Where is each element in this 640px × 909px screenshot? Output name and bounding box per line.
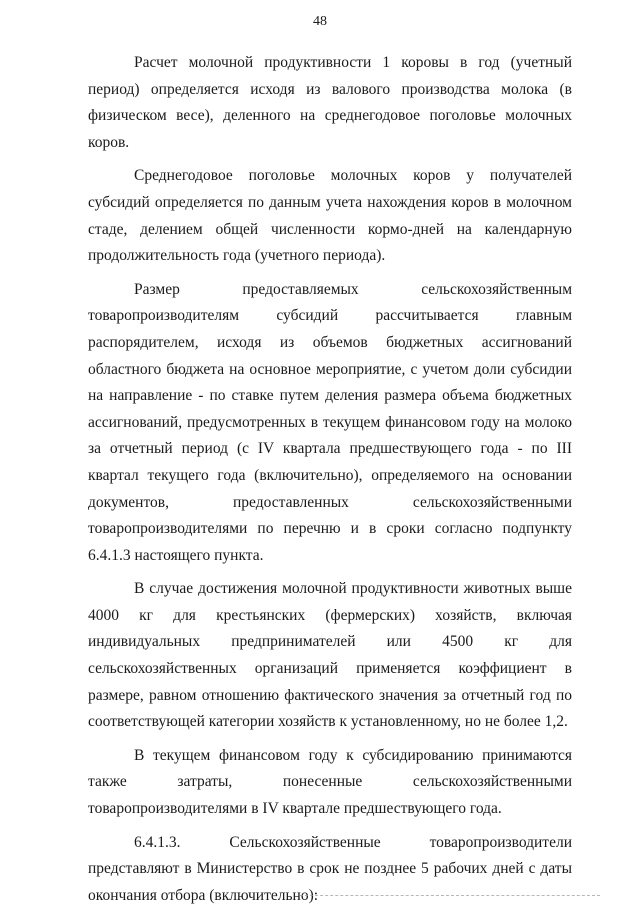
page-number: 48 — [313, 14, 327, 29]
paragraph-subsidy-size: Размер предоставляемых сельскохозяйственным товаропроизводителям субсидий рассчитывается главным распорядителем, исходя из объемов бюджетных ассигнований областного бюджета на основное мероприятие, с учетом доли субсидии на направление - по ставке путем деления размера объема бюджетных ассигнований, предусмотренных в текущем финансовом году на молоко за отчетный период (с IV квартала предшествующего года - по III квартал текущего года (включительно), определяемого на основании документов, предоставленных сельскохозяйственными товаропроизводителями по перечню и в сроки согласно подпункту 6.4.1.3 настоящего пункта. — [88, 280, 572, 564]
scan-edge-mark — [300, 895, 600, 898]
paragraph-milk-productivity: Расчет молочной продуктивности 1 коровы в год (учетный период) определяется исходя из валового производства молока (в физическом весе), деленного на среднегодовое поголовье молочных коров. — [88, 54, 572, 151]
paragraph-productivity-coefficient: В случае достижения молочной продуктивности животных выше 4000 кг для крестьянских (фермерских) хозяйств, включая индивидуальных предпринимателей или 4500 кг для сельскохозяйственных организаций применяется коэффициент в размере, равном отношению фактического значения за отчетный год по соответствующей категории хозяйств к установленному, но не более 1,2. — [88, 580, 572, 731]
document-body — [88, 50, 572, 909]
paragraph-previous-year-costs: В текущем финансовом году к субсидированию принимаются также затраты, понесенные сельскохозяйственными товаропроизводителями в IV квартале предшествующего года. — [88, 746, 572, 818]
paragraph-6-4-1-3: 6.4.1.3. Сельскохозяйственные товаропроизводители представляют в Министерство в срок не позднее 5 рабочих дней с даты окончания отбора (включительно): — [88, 833, 572, 904]
paragraph-average-herd: Среднегодовое поголовье молочных коров у получателей субсидий определяется по данным учета нахождения коров в молочном стаде, делением общей численности кормо-дней на календарную продолжительность года (учетного периода). — [88, 167, 572, 265]
